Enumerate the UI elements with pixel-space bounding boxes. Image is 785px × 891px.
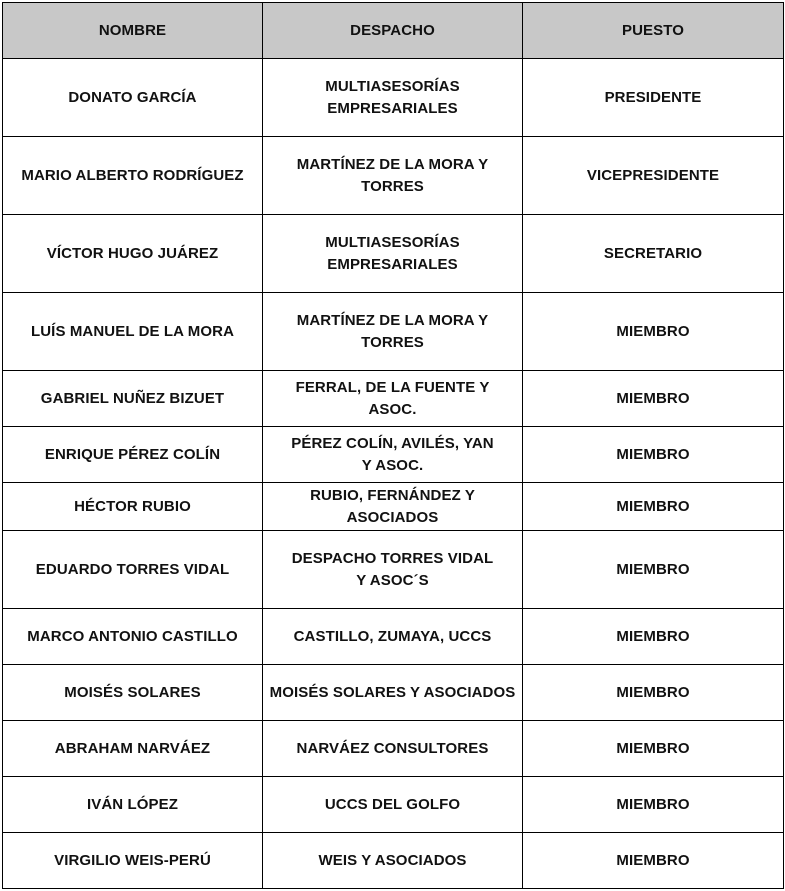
cell-nombre: VÍCTOR HUGO JUÁREZ bbox=[3, 215, 263, 293]
cell-despacho: PÉREZ COLÍN, AVILÉS, YAN Y ASOC. bbox=[263, 427, 523, 483]
header-row bbox=[3, 3, 784, 59]
table-row bbox=[3, 721, 784, 777]
table-row bbox=[3, 427, 784, 483]
cell-despacho: MARTÍNEZ DE LA MORA Y TORRES bbox=[263, 137, 523, 215]
cell-despacho: MULTIASESORÍAS EMPRESARIALES bbox=[263, 59, 523, 137]
cell-nombre: HÉCTOR RUBIO bbox=[3, 483, 263, 531]
table-row bbox=[3, 609, 784, 665]
cell-despacho: WEIS Y ASOCIADOS bbox=[263, 833, 523, 889]
cell-nombre: ABRAHAM NARVÁEZ bbox=[3, 721, 263, 777]
cell-puesto: MIEMBRO bbox=[523, 483, 784, 531]
cell-despacho: CASTILLO, ZUMAYA, UCCS bbox=[263, 609, 523, 665]
cell-puesto: MIEMBRO bbox=[523, 609, 784, 665]
cell-nombre: MARIO ALBERTO RODRÍGUEZ bbox=[3, 137, 263, 215]
cell-despacho: RUBIO, FERNÁNDEZ Y ASOCIADOS bbox=[263, 483, 523, 531]
cell-puesto: MIEMBRO bbox=[523, 721, 784, 777]
cell-puesto: SECRETARIO bbox=[523, 215, 784, 293]
cell-puesto: MIEMBRO bbox=[523, 293, 784, 371]
cell-puesto: MIEMBRO bbox=[523, 665, 784, 721]
cell-nombre: LUÍS MANUEL DE LA MORA bbox=[3, 293, 263, 371]
cell-nombre: EDUARDO TORRES VIDAL bbox=[3, 531, 263, 609]
cell-nombre: DONATO GARCÍA bbox=[3, 59, 263, 137]
cell-nombre: MARCO ANTONIO CASTILLO bbox=[3, 609, 263, 665]
cell-nombre: VIRGILIO WEIS-PERÚ bbox=[3, 833, 263, 889]
cell-puesto: MIEMBRO bbox=[523, 531, 784, 609]
members-table bbox=[2, 2, 784, 889]
cell-puesto: VICEPRESIDENTE bbox=[523, 137, 784, 215]
table-row bbox=[3, 531, 784, 609]
cell-puesto: MIEMBRO bbox=[523, 427, 784, 483]
cell-puesto: MIEMBRO bbox=[523, 777, 784, 833]
cell-despacho: MOISÉS SOLARES Y ASOCIADOS bbox=[263, 665, 523, 721]
table-row bbox=[3, 371, 784, 427]
table-row bbox=[3, 293, 784, 371]
table-row bbox=[3, 483, 784, 531]
cell-puesto: MIEMBRO bbox=[523, 833, 784, 889]
cell-nombre: IVÁN LÓPEZ bbox=[3, 777, 263, 833]
table-row bbox=[3, 665, 784, 721]
cell-puesto: MIEMBRO bbox=[523, 371, 784, 427]
cell-despacho: MULTIASESORÍAS EMPRESARIALES bbox=[263, 215, 523, 293]
cell-despacho: FERRAL, DE LA FUENTE Y ASOC. bbox=[263, 371, 523, 427]
cell-nombre: MOISÉS SOLARES bbox=[3, 665, 263, 721]
header-puesto: PUESTO bbox=[523, 3, 784, 59]
cell-despacho: UCCS DEL GOLFO bbox=[263, 777, 523, 833]
cell-despacho: MARTÍNEZ DE LA MORA Y TORRES bbox=[263, 293, 523, 371]
cell-nombre: ENRIQUE PÉREZ COLÍN bbox=[3, 427, 263, 483]
cell-despacho: NARVÁEZ CONSULTORES bbox=[263, 721, 523, 777]
cell-puesto: PRESIDENTE bbox=[523, 59, 784, 137]
header-despacho: DESPACHO bbox=[263, 3, 523, 59]
table-row bbox=[3, 59, 784, 137]
cell-nombre: GABRIEL NUÑEZ BIZUET bbox=[3, 371, 263, 427]
table-row bbox=[3, 215, 784, 293]
header-nombre: NOMBRE bbox=[3, 3, 263, 59]
table-row bbox=[3, 777, 784, 833]
table-row bbox=[3, 833, 784, 889]
cell-despacho: DESPACHO TORRES VIDAL Y ASOC´S bbox=[263, 531, 523, 609]
table-row bbox=[3, 137, 784, 215]
